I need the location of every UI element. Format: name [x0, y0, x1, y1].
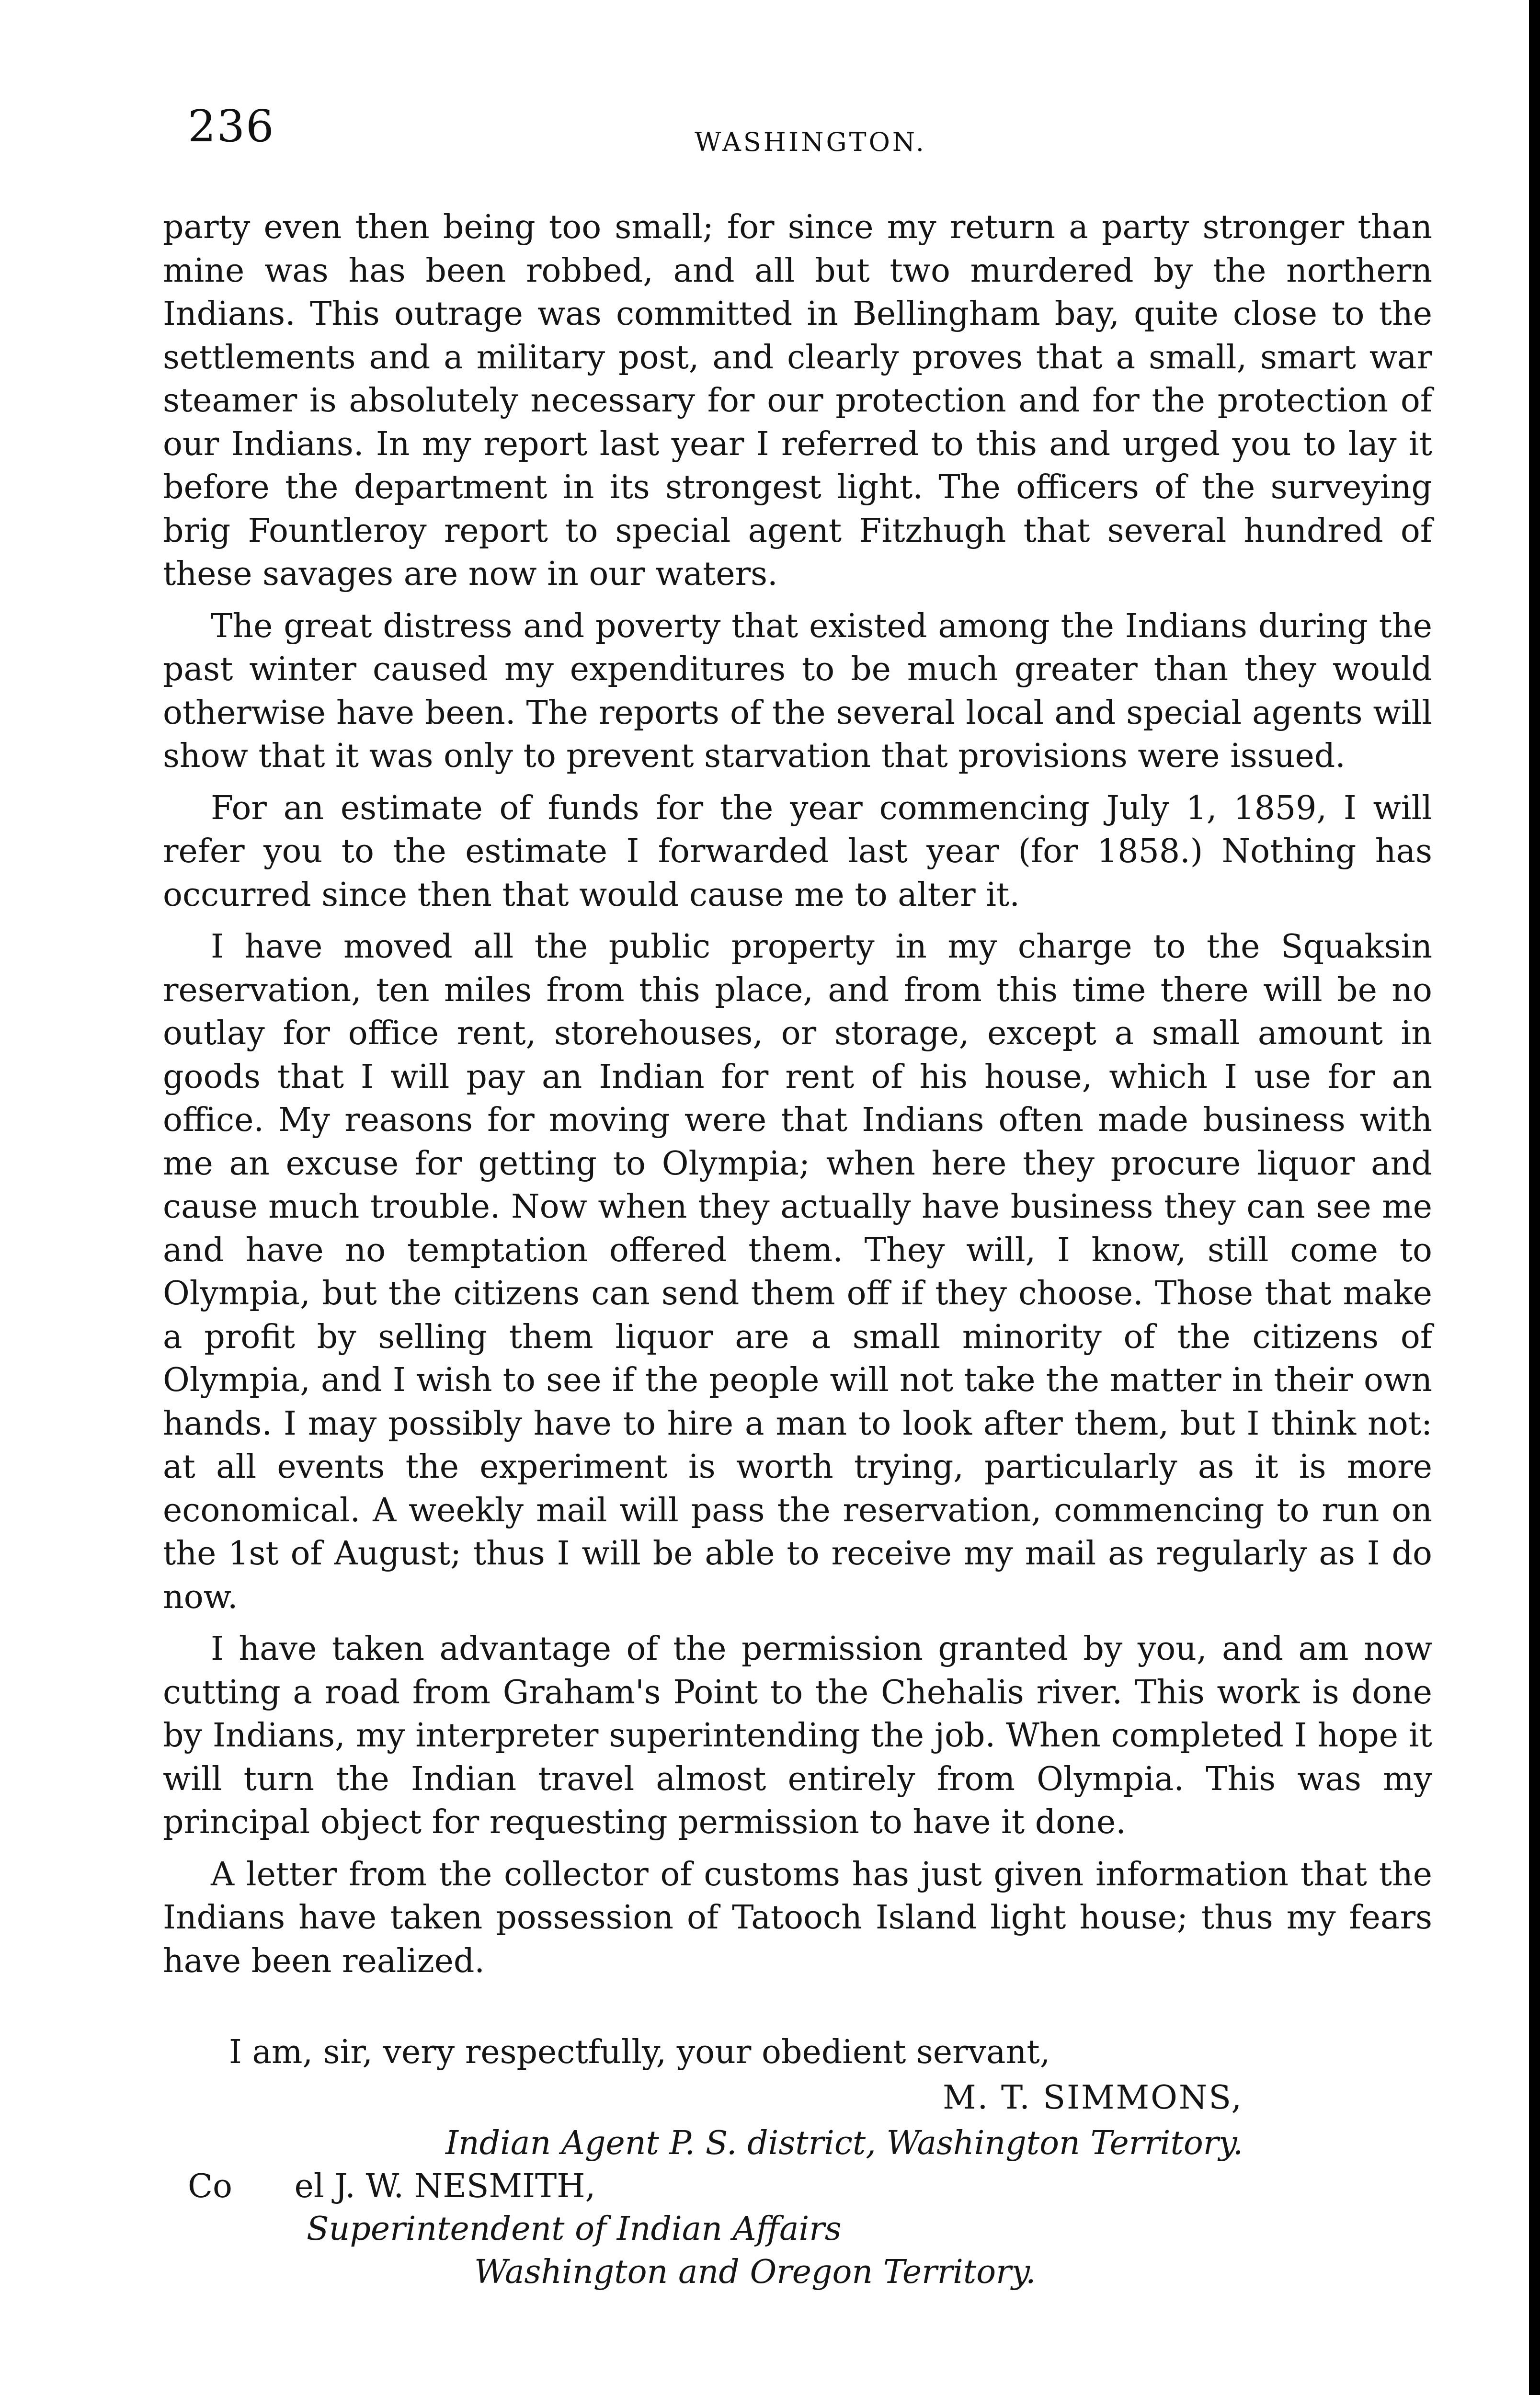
signer-title: Indian Agent P. S. district, Washington Territory.	[445, 2124, 1243, 2162]
scan-border-right	[1529, 0, 1540, 2395]
addressee-region: Washington and Oregon Territory.	[474, 2253, 1036, 2291]
paragraph-3: For an estimate of funds for the year commencing July 1, 1859, I will refer you to the estimate I forwarded last year (for 1858.) Nothing has occurred since then that would cause me to alter it.	[163, 789, 1432, 914]
paragraph-6: A letter from the collector of customs has just given information that the Indians have taken possession of Tatooch Island light house; thus my fears have been realized.	[163, 1855, 1432, 1980]
closing-salutation: I am, sir, very respectfully, your obedient servant,	[229, 2033, 1050, 2071]
addressee-name: Co el J. W. NESMITH,	[188, 2167, 596, 2205]
running-head: WASHINGTON.	[695, 127, 926, 157]
paragraph-5: I have taken advantage of the permission granted by you, and am now cutting a road from Graham's Point to the Chehalis river. This work is done by Indians, my interpreter superintending the job. When completed I hope it will turn the Indian travel almost entirely from Olympia. This was my principal object for requesting permission to have it done.	[163, 1630, 1432, 1841]
addressee-title: Superintendent of Indian Affairs	[307, 2210, 842, 2248]
page-number: 236	[188, 101, 275, 152]
signature-name: M. T. SIMMONS,	[943, 2079, 1243, 2117]
paragraph-4: I have moved all the public property in my charge to the Squaksin reservation, ten miles from this place, and from this time there will be no outlay for office rent, storehouses, or storage, except a small amount in goods that I will pay an Indian for rent of his house, which I use for an office. My reasons for moving were that Indians often made business with me an excuse for getting to Olympia; when here they procure liquor and cause much trouble. Now when they actually have business they can see me and have no temptation offered them. They will, I know, still come to Olympia, but the citizens can send them off if they choose. Those that make a profit by selling them liquor are a small minority of the citizens of Olympia, and I wish to see if the people will not take the matter in their own hands. I may possibly have to hire a man to look after them, but I think not: at all events the experiment is worth trying, particularly as it is more economical. A weekly mail will pass the reservation, commencing to run on the 1st of August; thus I will be able to receive my mail as regularly as I do now.	[163, 928, 1432, 1616]
letter-body	[163, 206, 1432, 1983]
paragraph-1: party even then being too small; for since my return a party stronger than mine was has been robbed, and all but two murdered by the northern Indians. This outrage was committed in Bellingham bay, quite close to the settlements and a military post, and clearly proves that a small, smart war steamer is absolutely necessary for our protection and for the protection of our Indians. In my report last year I referred to this and urged you to lay it before the department in its strongest light. The officers of the surveying brig Fountleroy report to special agent Fitzhugh that several hundred of these savages are now in our waters.	[163, 208, 1432, 593]
page-header	[188, 101, 1433, 172]
paragraph-2: The great distress and poverty that existed among the Indians during the past winter caused my expenditures to be much greater than they would otherwise have been. The reports of the several local and special agents will show that it was only to prevent starvation that provisions were issued.	[163, 607, 1432, 775]
